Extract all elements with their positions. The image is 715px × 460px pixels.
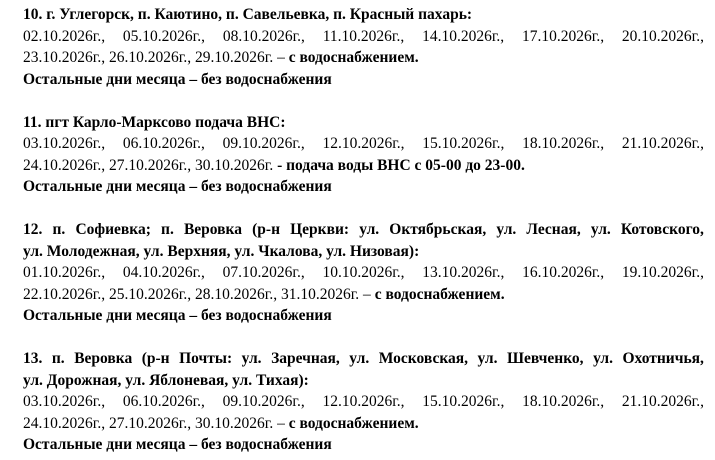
spacer: [23, 198, 704, 220]
heading-word: Почты:: [179, 350, 233, 367]
section-footer: Остальные дни месяца – без водоснабжения: [23, 178, 332, 195]
dates-line-end: [23, 155, 704, 177]
section-heading-line: [23, 219, 704, 241]
date: 09.10.2026г.,: [222, 135, 305, 152]
date: 12.10.2026г.,: [322, 135, 405, 152]
heading-word: Московская,: [378, 350, 469, 367]
heading-word: ул.: [477, 350, 498, 367]
dates-text: 24.10.2026г., 27.10.2026г., 30.10.2026г.: [23, 156, 274, 174]
date: 09.10.2026г.,: [222, 393, 305, 410]
heading-word: (р-н: [141, 350, 170, 367]
section-footer: Остальные дни месяца – без водоснабжения: [23, 436, 332, 453]
supply-status: с водоснабжением.: [370, 285, 505, 303]
heading-word: Охотничья,: [622, 350, 704, 367]
date: 17.10.2026г.,: [521, 27, 605, 45]
section-heading-line-end: ул. Дорожная, ул. Яблоневая, ул. Тихая):: [23, 371, 309, 389]
heading-word: 13.: [23, 350, 43, 367]
section-heading: 10. г. Углегорск, п. Каютино, п. Савельевка, п. Красный пахарь:: [23, 6, 473, 23]
date: 10.10.2026г.,: [322, 264, 405, 281]
section-13: [23, 348, 704, 456]
date: 07.10.2026г.,: [222, 264, 305, 281]
date: 04.10.2026г.,: [122, 264, 205, 281]
heading-word: ул.: [593, 350, 613, 367]
heading-word: Лесная,: [526, 221, 581, 238]
date: 20.10.2026г.,: [621, 27, 704, 45]
dates-line-end: [23, 413, 704, 435]
dates-line-end: [23, 284, 704, 306]
supply-status: - подача воды ВНС с 05-00 до 23-00.: [273, 156, 525, 174]
heading-word: ул.: [241, 350, 262, 367]
heading-word: п.: [51, 350, 65, 367]
heading-word: ул.: [590, 221, 611, 238]
date: 13.10.2026г.,: [422, 264, 505, 281]
heading-word: Котовского,: [620, 221, 704, 238]
section-heading-line-end: ул. Молодежная, ул. Верхняя, ул. Чкалова, ул. Низовая):: [23, 242, 420, 260]
date: 18.10.2026г.,: [522, 393, 605, 410]
date: 21.10.2026г.,: [621, 135, 704, 152]
date: 12.10.2026г.,: [322, 393, 405, 410]
dates-line-end: [23, 47, 704, 69]
section-footer: Остальные дни месяца – без водоснабжения: [23, 70, 332, 88]
heading-word: п.: [52, 221, 66, 238]
spacer: [23, 327, 704, 349]
date: 01.10.2026г.,: [23, 264, 106, 281]
section-12: [23, 219, 704, 327]
heading-word: Веровка: [183, 221, 242, 238]
heading-word: п.: [161, 221, 174, 238]
date: 14.10.2026г.,: [422, 27, 505, 45]
spacer: [23, 90, 704, 112]
section-heading: 11. пгт Карло-Марксово подача ВНС:: [23, 113, 286, 131]
heading-word: Церкви:: [290, 221, 350, 238]
date: 19.10.2026г.,: [621, 264, 704, 281]
water-schedule-document: [23, 4, 704, 456]
section-11: [23, 112, 704, 198]
heading-word: Заречная,: [271, 350, 340, 367]
date: 03.10.2026г.,: [23, 393, 106, 410]
date: 11.10.2026г.,: [322, 27, 405, 45]
date: 03.10.2026г.,: [23, 135, 106, 152]
date: 06.10.2026г.,: [122, 135, 205, 152]
date: 21.10.2026г.,: [621, 393, 704, 410]
dates-line: [23, 262, 704, 284]
dates-text: 22.10.2026г., 25.10.2026г., 28.10.2026г., 31.10.2026г. –: [23, 285, 371, 303]
dates-text: 23.10.2026г., 26.10.2026г., 29.10.2026г. –: [23, 49, 285, 66]
heading-word: Софиевка;: [75, 221, 151, 238]
dates-line: [23, 391, 704, 413]
dates-text: 24.10.2026г., 27.10.2026г., 30.10.2026г. –: [23, 414, 285, 432]
supply-status: с водоснабжением.: [284, 414, 419, 432]
heading-word: (р-н: [252, 221, 280, 238]
dates-line: [23, 133, 704, 155]
section-10: [23, 4, 704, 90]
heading-word: Шевченко,: [506, 350, 584, 367]
heading-word: 12.: [23, 221, 43, 238]
date: 02.10.2026г.,: [23, 27, 106, 45]
section-footer: Остальные дни месяца – без водоснабжения: [23, 307, 332, 324]
date: 15.10.2026г.,: [422, 135, 505, 152]
date: 18.10.2026г.,: [522, 135, 605, 152]
date: 08.10.2026г.,: [222, 27, 305, 45]
supply-status: с водоснабжением.: [284, 49, 419, 66]
date: 16.10.2026г.,: [522, 264, 605, 281]
date: 06.10.2026г.,: [122, 393, 205, 410]
dates-line: [23, 26, 704, 48]
heading-word: ул.: [359, 221, 380, 238]
heading-word: Октябрьская,: [389, 221, 487, 238]
section-heading-line: [23, 348, 704, 370]
date: 15.10.2026г.,: [422, 393, 505, 410]
heading-word: Веровка: [74, 350, 133, 367]
heading-word: ул.: [349, 350, 370, 367]
date: 05.10.2026г.,: [122, 27, 206, 45]
heading-word: ул.: [496, 221, 517, 238]
